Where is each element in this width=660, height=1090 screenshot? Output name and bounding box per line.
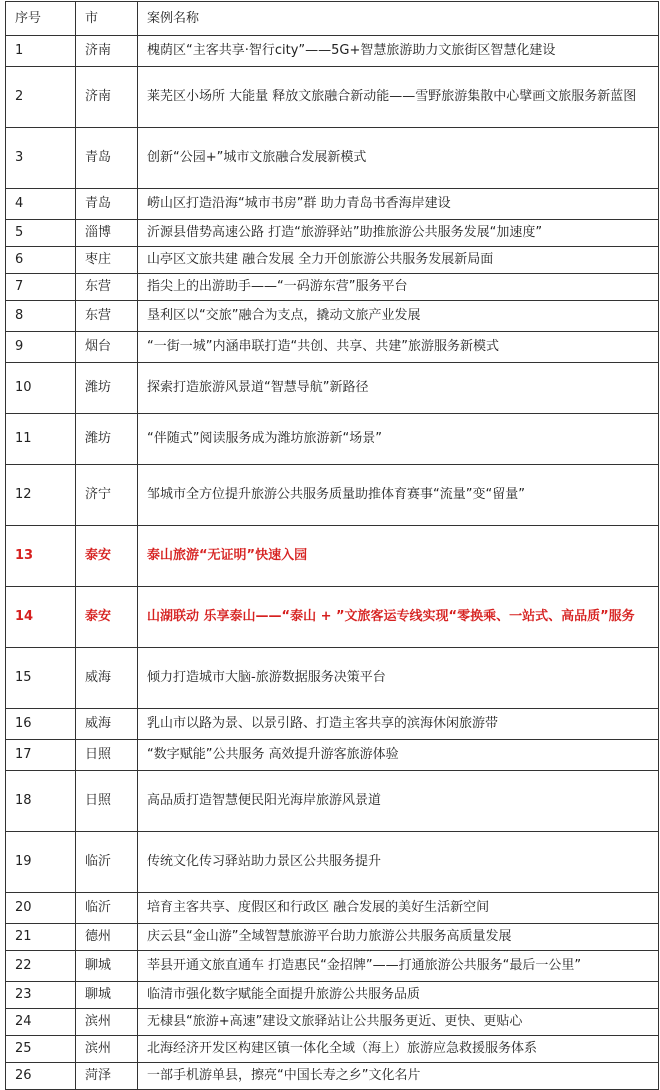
header-case-name: 案例名称	[138, 2, 659, 36]
row-no: 5	[6, 220, 76, 247]
row-city: 东营	[76, 274, 138, 301]
row-case-name: “伴随式”阅读服务成为潍坊旅游新“场景”	[138, 414, 659, 465]
row-no: 9	[6, 332, 76, 363]
row-case-name: 高品质打造智慧便民阳光海岸旅游风景道	[138, 771, 659, 832]
row-city: 临沂	[76, 893, 138, 924]
row-case-name: 槐荫区“主客共享·智行city”——5G+智慧旅游助力文旅街区智慧化建设	[138, 36, 659, 67]
table-row	[6, 982, 659, 1009]
row-no: 14	[6, 587, 76, 648]
row-city: 日照	[76, 771, 138, 832]
row-city: 济南	[76, 67, 138, 128]
table-row	[6, 709, 659, 740]
row-case-name: 指尖上的出游助手——“一码游东营”服务平台	[138, 274, 659, 301]
row-city: 潍坊	[76, 363, 138, 414]
row-no: 13	[6, 526, 76, 587]
table-body	[6, 36, 659, 1090]
row-case-name: 乳山市以路为景、以景引路、打造主客共享的滨海休闲旅游带	[138, 709, 659, 740]
table-row	[6, 332, 659, 363]
table-row	[6, 740, 659, 771]
row-no: 10	[6, 363, 76, 414]
cases-table	[5, 1, 659, 1090]
table-row	[6, 648, 659, 709]
row-city: 滨州	[76, 1009, 138, 1036]
row-case-name: 一部手机游单县，擦亮“中国长寿之乡”文化名片	[138, 1063, 659, 1090]
row-no: 23	[6, 982, 76, 1009]
table-row	[6, 363, 659, 414]
row-case-name: 莘县开通文旅直通车 打造惠民“金招牌”——打通旅游公共服务“最后一公里”	[138, 951, 659, 982]
row-city: 枣庄	[76, 247, 138, 274]
row-case-name: 无棣县“旅游+高速”建设文旅驿站让公共服务更近、更快、更贴心	[138, 1009, 659, 1036]
table-row-highlighted	[6, 587, 659, 648]
table-row	[6, 1009, 659, 1036]
row-no: 3	[6, 128, 76, 189]
row-no: 24	[6, 1009, 76, 1036]
table-row	[6, 301, 659, 332]
row-city: 青岛	[76, 189, 138, 220]
row-case-name: 泰山旅游“无证明”快速入园	[138, 526, 659, 587]
row-no: 21	[6, 924, 76, 951]
table-row	[6, 36, 659, 67]
table-header-row	[6, 2, 659, 36]
row-case-name: “一街一城”内涵串联打造“共创、共享、共建”旅游服务新模式	[138, 332, 659, 363]
row-no: 4	[6, 189, 76, 220]
row-case-name: 莱芜区小场所 大能量 释放文旅融合新动能——雪野旅游集散中心擘画文旅服务新蓝图	[138, 67, 659, 128]
row-no: 1	[6, 36, 76, 67]
row-city: 烟台	[76, 332, 138, 363]
table-row	[6, 247, 659, 274]
row-city: 聊城	[76, 951, 138, 982]
row-no: 8	[6, 301, 76, 332]
row-case-name: 山亭区文旅共建 融合发展 全力开创旅游公共服务发展新局面	[138, 247, 659, 274]
row-no: 15	[6, 648, 76, 709]
row-no: 6	[6, 247, 76, 274]
table-row	[6, 414, 659, 465]
table-row	[6, 189, 659, 220]
table-row-highlighted	[6, 526, 659, 587]
header-city: 市	[76, 2, 138, 36]
table-row	[6, 1036, 659, 1063]
row-case-name: 创新“公园+”城市文旅融合发展新模式	[138, 128, 659, 189]
header-no: 序号	[6, 2, 76, 36]
row-city: 聊城	[76, 982, 138, 1009]
table-row	[6, 951, 659, 982]
row-no: 12	[6, 465, 76, 526]
table-row	[6, 1063, 659, 1090]
row-case-name: 山湖联动 乐享泰山——“泰山 + ”文旅客运专线实现“零换乘、一站式、高品质”服务	[138, 587, 659, 648]
row-city: 淄博	[76, 220, 138, 247]
row-city: 菏泽	[76, 1063, 138, 1090]
row-case-name: 崂山区打造沿海“城市书房”群 助力青岛书香海岸建设	[138, 189, 659, 220]
table-row	[6, 832, 659, 893]
row-case-name: 倾力打造城市大脑-旅游数据服务决策平台	[138, 648, 659, 709]
row-city: 潍坊	[76, 414, 138, 465]
row-city: 济南	[76, 36, 138, 67]
table-row	[6, 893, 659, 924]
row-case-name: 庆云县“金山游”全域智慧旅游平台助力旅游公共服务高质量发展	[138, 924, 659, 951]
row-no: 18	[6, 771, 76, 832]
row-city: 泰安	[76, 526, 138, 587]
table-row	[6, 924, 659, 951]
row-city: 济宁	[76, 465, 138, 526]
row-city: 青岛	[76, 128, 138, 189]
table-row	[6, 465, 659, 526]
table-row	[6, 128, 659, 189]
row-city: 德州	[76, 924, 138, 951]
row-no: 11	[6, 414, 76, 465]
row-city: 威海	[76, 648, 138, 709]
row-case-name: 沂源县借势高速公路 打造“旅游驿站”助推旅游公共服务发展“加速度”	[138, 220, 659, 247]
row-no: 26	[6, 1063, 76, 1090]
row-case-name: 临清市强化数字赋能全面提升旅游公共服务品质	[138, 982, 659, 1009]
row-city: 泰安	[76, 587, 138, 648]
row-case-name: “数字赋能”公共服务 高效提升游客旅游体验	[138, 740, 659, 771]
row-no: 22	[6, 951, 76, 982]
table-row	[6, 67, 659, 128]
row-city: 临沂	[76, 832, 138, 893]
row-case-name: 培育主客共享、度假区和行政区 融合发展的美好生活新空间	[138, 893, 659, 924]
table-row	[6, 220, 659, 247]
row-no: 2	[6, 67, 76, 128]
row-city: 日照	[76, 740, 138, 771]
row-city: 威海	[76, 709, 138, 740]
row-no: 7	[6, 274, 76, 301]
table-row	[6, 771, 659, 832]
row-case-name: 探索打造旅游风景道“智慧导航”新路径	[138, 363, 659, 414]
row-city: 东营	[76, 301, 138, 332]
row-case-name: 垦利区以“交旅”融合为支点，撬动文旅产业发展	[138, 301, 659, 332]
table-row	[6, 274, 659, 301]
row-no: 17	[6, 740, 76, 771]
row-case-name: 邹城市全方位提升旅游公共服务质量助推体育赛事“流量”变“留量”	[138, 465, 659, 526]
row-no: 20	[6, 893, 76, 924]
row-no: 19	[6, 832, 76, 893]
row-city: 滨州	[76, 1036, 138, 1063]
row-no: 25	[6, 1036, 76, 1063]
row-case-name: 北海经济开发区构建区镇一体化全域（海上）旅游应急救援服务体系	[138, 1036, 659, 1063]
row-case-name: 传统文化传习驿站助力景区公共服务提升	[138, 832, 659, 893]
row-no: 16	[6, 709, 76, 740]
